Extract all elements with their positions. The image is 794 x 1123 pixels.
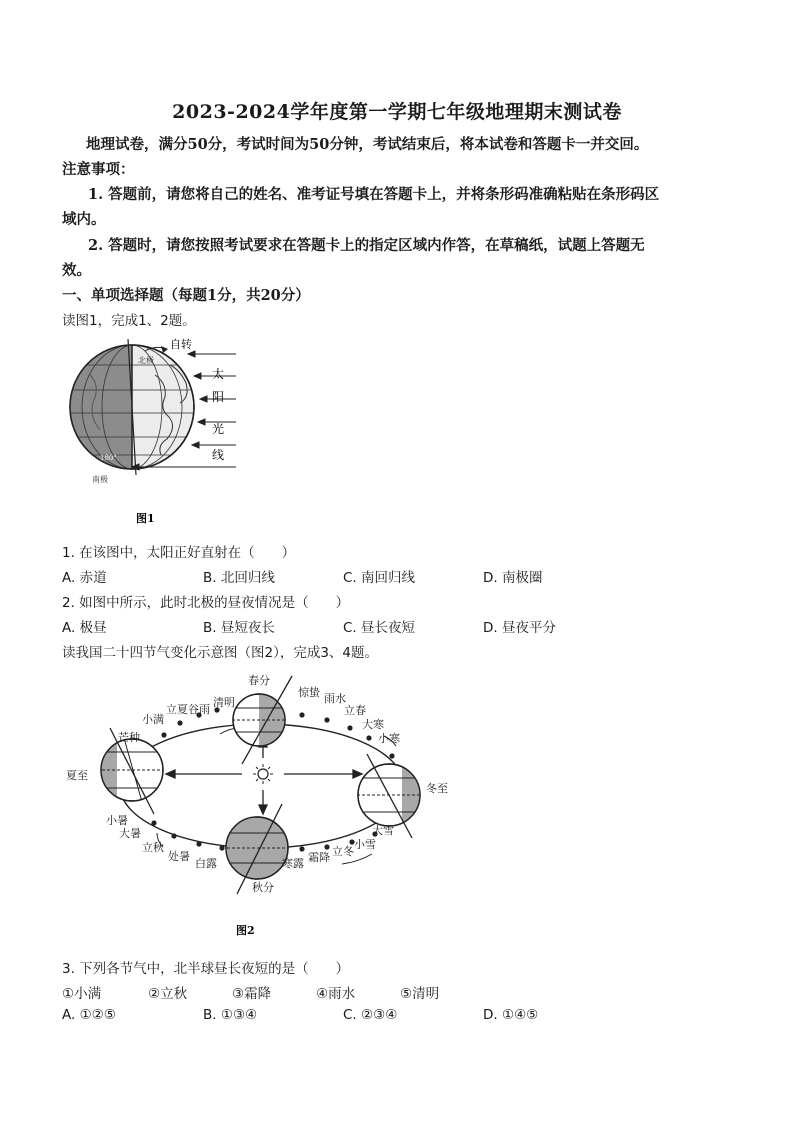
term-chushu: 处暑 <box>168 850 190 863</box>
figure-1-earth-illumination <box>60 335 250 530</box>
page-title: 2023-2024学年度第一学期七年级地理期末测试卷 <box>172 101 622 123</box>
term-xiaoman: 小满 <box>142 713 164 726</box>
term-chunfen: 春分 <box>248 674 270 687</box>
term-dongzhi: 冬至 <box>426 782 448 795</box>
section-1-heading: 一、单项选择题（每题1分，共20分） <box>62 287 310 304</box>
notice-2-line-2: 效。 <box>62 262 91 279</box>
north-pole-label: 北极 <box>138 356 154 365</box>
sunlight-label-1: 太 <box>212 367 225 381</box>
term-qiufen: 秋分 <box>252 881 274 894</box>
sunlight-label-4: 线 <box>212 448 225 462</box>
question-1-option-b: B. 北回归线 <box>203 570 275 586</box>
question-2-stem: 2. 如图中所示，此时北极的昼夜情况是（ ） <box>62 595 350 611</box>
question-3-item-3: ③霜降 <box>232 986 272 1002</box>
question-3-stem: 3. 下列各节气中，北半球昼长夜短的是（ ） <box>62 961 350 977</box>
term-bailu: 白露 <box>195 857 217 870</box>
term-dashu: 大暑 <box>119 827 141 840</box>
question-3-item-4: ④雨水 <box>316 986 356 1002</box>
figure-2-caption: 图2 <box>236 924 255 937</box>
question-3-option-c: C. ②③④ <box>343 1007 398 1023</box>
rotation-label: 自转 <box>170 338 192 351</box>
question-2-option-d: D. 昼夜平分 <box>483 620 556 636</box>
term-hanlu: 寒露 <box>282 857 304 870</box>
notice-2-line-1: 2. 答题时，请您按照考试要求在答题卡上的指定区域内作答，在草稿纸，试题上答题无 <box>88 237 645 254</box>
question-2-option-c: C. 昼长夜短 <box>343 620 416 636</box>
read-figure-1-instruction: 读图1，完成1、2题。 <box>62 313 196 329</box>
exam-intro: 地理试卷，满分50分，考试时间为50分钟，考试结束后，将本试卷和答题卡一并交回。 <box>86 136 649 153</box>
notice-1-line-2: 域内。 <box>62 211 106 228</box>
sunlight-label-2: 阳 <box>212 390 225 404</box>
term-xiaohan: 小寒 <box>378 732 400 745</box>
question-3-item-2: ②立秋 <box>148 986 188 1002</box>
read-figure-2-instruction: 读我国二十四节气变化示意图（图2），完成3、4题。 <box>62 645 379 661</box>
question-1-option-c: C. 南回归线 <box>343 570 416 586</box>
notice-title: 注意事项： <box>62 161 135 178</box>
question-2-option-a: A. 极昼 <box>62 620 107 636</box>
figure-1-caption: 图1 <box>136 512 155 525</box>
term-liqiu: 立秋 <box>142 841 164 854</box>
question-2-option-b: B. 昼短夜长 <box>203 620 275 636</box>
term-xiazhi: 夏至 <box>66 769 88 782</box>
question-3-option-b: B. ①③④ <box>203 1007 258 1023</box>
term-xiaoshu: 小暑 <box>106 814 128 827</box>
term-qingming: 清明 <box>213 696 235 709</box>
term-lidong: 立冬 <box>332 845 354 858</box>
question-3-option-a: A. ①②⑤ <box>62 1007 116 1023</box>
term-dahan: 大寒 <box>362 718 384 731</box>
term-lichun: 立春 <box>344 704 366 717</box>
question-3-item-5: ⑤清明 <box>400 986 440 1002</box>
figure-2-solar-terms-orbit <box>62 668 462 943</box>
question-1-option-a: A. 赤道 <box>62 570 107 586</box>
question-1-stem: 1. 在该图中，太阳正好直射在（ ） <box>62 545 296 561</box>
term-jingzhe: 惊蛰 <box>298 686 320 699</box>
term-shuangjiang: 霜降 <box>308 851 330 864</box>
term-yushui: 雨水 <box>324 692 346 705</box>
map-degree-label: 180° <box>100 454 117 462</box>
sunlight-label-3: 光 <box>212 422 225 436</box>
south-pole-label: 南极 <box>92 475 108 484</box>
question-3-item-1: ①小满 <box>62 986 102 1002</box>
term-daxue: 大雪 <box>372 824 394 837</box>
notice-1-line-1: 1. 答题前，请您将自己的姓名、准考证号填在答题卡上，并将条形码准确粘贴在条形码区 <box>88 186 660 203</box>
term-xiaoxue: 小雪 <box>354 838 376 851</box>
term-mangzhong: 芒种 <box>118 731 140 744</box>
question-3-option-d: D. ①④⑤ <box>483 1007 539 1023</box>
term-lixia-guyu: 立夏谷雨 <box>166 703 210 716</box>
question-1-option-d: D. 南极圈 <box>483 570 543 586</box>
